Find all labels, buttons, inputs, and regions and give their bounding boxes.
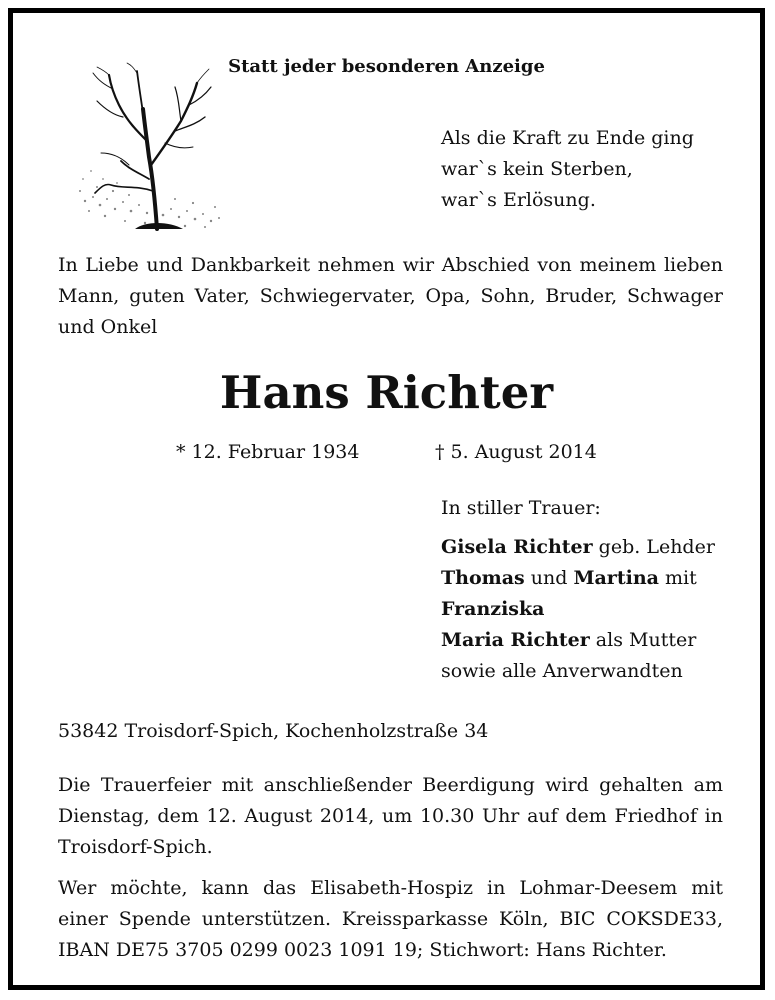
mourner-name: Franziska xyxy=(441,598,545,620)
mourner-line xyxy=(441,594,715,625)
motto-line: war`s Erlösung. xyxy=(441,189,596,211)
obituary-notice xyxy=(8,8,765,990)
mourner-line: sowie alle Anverwandten xyxy=(441,660,683,682)
mourner-name: Gisela Richter xyxy=(441,536,593,558)
mourner-detail: geb. Lehder xyxy=(592,536,715,558)
mourner-name: Thomas xyxy=(441,567,525,589)
tree-illustration xyxy=(65,61,233,236)
mourner-line xyxy=(441,625,715,656)
mourner-name: Maria Richter xyxy=(441,629,590,651)
death-date: † 5. August 2014 xyxy=(435,441,597,463)
ceremony-paragraph: Die Trauerfeier mit anschließender Beerdigung wird gehalten am Dienstag, dem 12. August 2014, um 10.30 Uhr auf dem Friedhof in Troisdorf-Spich. xyxy=(58,774,723,858)
mourner-line xyxy=(441,532,715,563)
mourner-line xyxy=(441,563,715,594)
deceased-name: Hans Richter xyxy=(219,366,554,419)
mourners-heading: In stiller Trauer: xyxy=(441,497,601,519)
mourner-name: Martina xyxy=(573,567,659,589)
motto-line: war`s kein Sterben, xyxy=(441,158,633,180)
motto-verse xyxy=(441,123,694,216)
mourner-detail: mit xyxy=(658,567,697,589)
mourner-detail: als Mutter xyxy=(589,629,697,651)
donation-paragraph: Wer möchte, kann das Elisabeth-Hospiz in Lohmar-Deesem mit einer Spende unterstützen. Kreissparkasse Köln, BIC COKSDE33, IBAN DE75 3705 0299 0023 1091 19; Stichwort: Hans Richter. xyxy=(58,877,723,961)
family-address: 53842 Troisdorf-Spich, Kochenholzstraße 34 xyxy=(58,720,489,742)
motto-line: Als die Kraft zu Ende ging xyxy=(441,127,694,149)
intro-paragraph: In Liebe und Dankbarkeit nehmen wir Abschied von meinem lieben Mann, guten Vater, Schwiegervater, Opa, Sohn, Bruder, Schwager und Onkel xyxy=(58,254,723,338)
mourner-detail: und xyxy=(524,567,574,589)
birth-date: * 12. Februar 1934 xyxy=(176,441,360,463)
notice-header: Statt jeder besonderen Anzeige xyxy=(228,56,545,77)
mourners-list xyxy=(441,532,715,687)
